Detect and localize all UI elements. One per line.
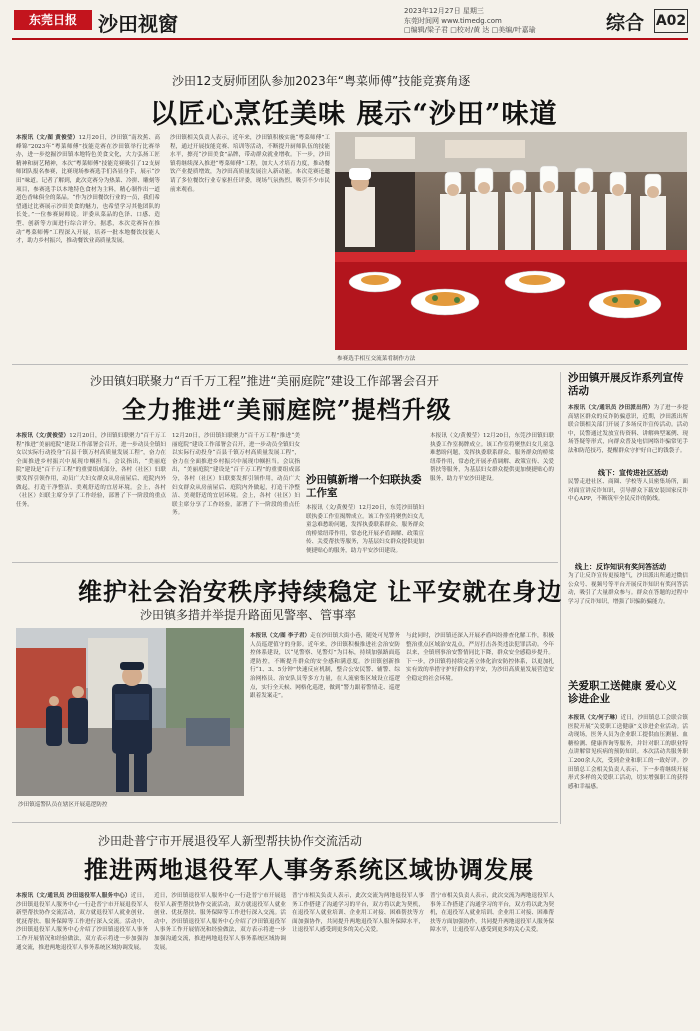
article2-byline: 本报讯（文/黄俊莹） xyxy=(16,433,70,439)
section-title: 沙田视窗 xyxy=(98,12,178,36)
article1-byline: 本报讯（文/图 黄俊莹） xyxy=(16,135,79,141)
divider xyxy=(12,364,688,365)
article1-body-col2: 沙田镇相关负责人表示，近年来，沙田镇积极实施“粤菜师傅”工程，通过开展技能竞赛、培训等活动，不断提升厨师队伍的技能水平，擦亮“沙田美食”品牌，带动群众就业增收。下一步，沙田镇将继续深入推进“粤菜师傅”工程，加大人才培育力度，推动餐饮产业提质增效，为沙田高质量发展注入新动能。本次竞赛还邀请了多位餐饮行业专家担任评委，现场气氛热烈，吸引不少市民前来观看。 xyxy=(170,135,330,193)
sidebar2-byline: 本报讯（文/何子琳） xyxy=(568,715,621,721)
issue-editors: □编辑/梁子君 □校对/黄 达 □美编/叶嘉瑜 xyxy=(404,26,536,34)
sidebar1-crosshead-1: 线下：宣传进社区活动 xyxy=(598,469,668,477)
article1-body: 12月20日，沙田镇“南玫蕉、高峰锦”2023年“粤菜师傅”技能竞赛在沙田镇举行比赛举办，进一步挖掘沙田镇本地特色美食文化，大力弘扬工匠精神和厨艺精神，本次“粤菜师傅”技能竞赛吸引了12支厨师团队报名参赛，比赛现场参赛选手们各显身手，展示“沙田”味道。记者了解到，此次竞赛分为热菜、冷拼、雕刻等项目，参赛选手以本地特色食材为主料，精心制作出一道道色香味俱全的菜品。“作为沙田餐饮行业的一员，我们希望通过比赛展示沙田美食的魅力，也希望学习其他团队的长处。”一位参赛厨师说。评委从菜品的色泽、口感、造型、创新等方面进行综合评分。据悉，本次竞赛旨在推动“粤菜师傅”工程深入开展，培养一批本地餐饮技能人才，助力乡村振兴，推动餐饮业高质量发展。 xyxy=(16,135,160,245)
article4-headline: 推进两地退役军人事务系统区域协调发展 xyxy=(84,855,534,884)
article2-headline: 全力推进“美丽庭院”提档升级 xyxy=(122,395,452,424)
article1-kicker: 沙田12支厨师团队参加2023年“粤菜师傅”技能竞赛角逐 xyxy=(172,74,471,88)
sidebar1-text: 为了进一步提高辖区群众的反诈防骗意识，近期，沙田派出所联合镇相关部门开展了多场反诈宣传活动。活动中，民警通过发放宣传资料、讲解典型案例、现场答疑等形式，向群众普及电信网络诈骗常见手法和防范技巧，提醒群众守护好自己的钱袋子。 xyxy=(568,405,688,454)
article1-body-col1 xyxy=(16,134,160,348)
article3-headline: 维护社会治安秩序持续稳定 让平安就在身边 xyxy=(78,577,563,606)
page-number: 02 xyxy=(666,13,687,29)
page-number-box xyxy=(654,9,688,33)
article3-photo-caption: 沙田镇巡警队员在辖区开展巡逻防控 xyxy=(18,802,108,808)
issue-meta xyxy=(404,7,594,36)
issue-web: 东莞时间网 www.timedg.com xyxy=(404,16,502,25)
article4-body-col3: 普宁市相关负责人表示，此次交流为两地退役军人事务工作搭建了沟通学习的平台，双方将以此为契机，在退役军人就业培训、企业用工对接、困难帮扶等方面加强协作，共同提升两地退役军人服务保障水平，让退役军人感受到更多的关心关爱。 xyxy=(292,893,424,934)
article1-photo-caption: 参赛选手相互交流菜肴制作方法 xyxy=(337,356,416,362)
divider xyxy=(12,822,558,823)
article2-body-col2: 12月20日，沙田镇妇联聚力“百千万工程”推进“美丽庭院”建设工作部署会召开，进一步动员全镇妇女以实际行动投身“百县千镇万村高质量发展工程”，奋力在全面推进乡村振兴中展现巾帼担当。会议指出，“美丽庭院”建设是“百千万工程”的重要组成部分，各村（社区）妇联要发挥引领作用，动员广大妇女群众从房前屋后、庭院内外做起，打造干净整洁、美观舒适的宜居环境。会上，各村（社区）妇联主席分享了工作经验，部署了下一阶段的重点任务。 xyxy=(172,433,300,517)
article4-body-col2: 近日，沙田镇退役军人服务中心一行赴普宁市开展退役军人新型帮扶协作交流活动，双方就退役军人就业创业、优抚帮扶、服务保障等工作进行深入交流。活动中，沙田镇退役军人服务中心介绍了沙田镇退役军人事务工作开展情况和经验做法，双方表示将进一步加强沟通交流，推进两地退役军人事务系统区域协调发展。 xyxy=(154,893,286,951)
sidebar2-body xyxy=(568,714,688,1020)
article2-body-col1 xyxy=(16,432,166,556)
article3-byline: 本报讯（文/图 李子君） xyxy=(250,633,311,639)
article2-kicker: 沙田镇妇联聚力“百千万工程”推进“美丽庭院”建设工作部署会召开 xyxy=(90,374,439,388)
article3-subtitle: 沙田镇多措并举提升路面见警率、管事率 xyxy=(140,608,357,622)
article3-photo-patrol xyxy=(16,628,244,796)
divider xyxy=(12,562,558,563)
article2-subhead: 沙田镇新增一个妇联执委工作室 xyxy=(306,474,422,499)
sidebar1-body-c: 为了让反诈宣传更接地气，沙田派出所通过微信公众号、视频号等平台开展反诈知识有奖问答活动，吸引了大量群众参与。群众在答题的过程中学习了反诈知识，增强了识骗防骗能力。 xyxy=(568,573,688,605)
article3-body: 走在沙田镇大街小巷，随处可见警务人员巡逻值守的身影。近年来，沙田镇积极推进社会治安防控体系建设，以“见警察、见警灯”为目标，持续加强路面巡逻防控，不断提升群众的安全感和满意度。沙田镇创新推行“1、3、5分钟”快速反应机制，整合公安民警、辅警、综治网格员、治安队员等多方力量，在人流密集区域设立巡逻点，实行全天候、网格化巡逻，做到“警力跟着警情走、巡逻跟着发案走”。 xyxy=(250,633,400,700)
issue-date: 2023年12月27日 星期三 xyxy=(404,7,484,15)
newspaper-logo: 东莞日报 xyxy=(14,10,92,30)
article1-headline: 以匠心烹饪美味 展示“沙田”味道 xyxy=(150,99,558,130)
sidebar1-byline: 本报讯（文/通讯员 沙田派出所） xyxy=(568,405,654,411)
article4-body-col4: 普宁市相关负责人表示，此次交流为两地退役军人事务工作搭建了沟通学习的平台，双方将以此为契机，在退役军人就业培训、企业用工对接、困难帮扶等方面加强协作，共同提升两地退役军人服务保障水平，让退役军人感受到更多的关心关爱。 xyxy=(430,893,554,934)
sidebar1-title: 沙田镇开展反诈系列宣传活动 xyxy=(568,372,684,397)
article4-kicker: 沙田赴普宁市开展退役军人新型帮扶协作交流活动 xyxy=(98,834,363,848)
article1-photo-chefs xyxy=(335,132,687,350)
article3-body-col2: 与此同时，沙田镇还深入开展矛盾纠纷排查化解工作，积极整治重点区域治安乱点，严厉打击各类违法犯罪活动。今年以来，全镇刑事治安警情同比下降，群众安全感稳步提升。下一步，沙田镇将持续完善立体化治安防控体系，以更加扎实有效的举措守护好群众的平安，为沙田高质量发展营造安全稳定的社会环境。 xyxy=(406,633,554,682)
article4-byline: 本报讯（文/通讯员 沙田退役军人服务中心） xyxy=(16,893,131,899)
edition-label: 综合 xyxy=(606,12,645,34)
sidebar1-body xyxy=(568,404,688,464)
sidebar1-body-b: 民警走进社区、商圈、学校等人员密集场所，面对面宣讲反诈知识，引导群众下载安装国家反诈中心APP，不断筑牢全民反诈的防线。 xyxy=(568,479,688,503)
masthead xyxy=(12,4,688,40)
sidebar2-title: 关爱职工送健康 爱心义诊进企业 xyxy=(568,680,677,705)
article2-body-col4: 本报讯（文/黄俊莹）12月20日，东莞沙田镇妇联执委工作室揭牌成立。该工作室将聚焦妇女儿童急难愁盼问题，发挥执委联系群众、服务群众的桥梁纽带作用，常态化开展矛盾调解、政策宣传、关爱帮扶等服务，为基层妇女群众提供更加便捷贴心的服务，助力平安沙田建设。 xyxy=(430,433,554,482)
sidebar2-text: 近日，沙田镇总工会联合镇医院开展“关爱职工送健康”义诊进企业活动。活动现场，医务人员为企业职工提供血压测量、血糖检测、健康咨询等服务，并针对职工的职业特点讲解常见疾病的预防知识。本次活动共服务职工200余人次，受到企业和职工的一致好评。沙田镇总工会相关负责人表示，下一步将继续开展形式多样的关爱职工活动，切实增强职工的获得感和幸福感。 xyxy=(568,715,688,790)
article2-body: 12月20日，沙田镇妇联聚力“百千万工程”推进“美丽庭院”建设工作部署会召开，进一步动员全镇妇女以实际行动投身“百县千镇万村高质量发展工程”，奋力在全面推进乡村振兴中展现巾帼担当。会议指出，“美丽庭院”建设是“百千万工程”的重要组成部分，各村（社区）妇联要发挥引领作用，动员广大妇女群众从房前屋后、庭院内外做起，打造干净整洁、美观舒适的宜居环境。会上，各村（社区）妇联主席分享了工作经验，部署了下一阶段的重点任务。 xyxy=(16,433,166,508)
page-prefix: A xyxy=(655,13,667,29)
sidebar1-crosshead-2: 线上：反诈知识有奖问答活动 xyxy=(575,563,666,571)
article4-body: 近日，沙田镇退役军人服务中心一行赴普宁市开展退役军人新型帮扶协作交流活动，双方就退役军人就业创业、优抚帮扶、服务保障等工作进行深入交流。活动中，沙田镇退役军人服务中心介绍了沙田镇退役军人事务工作开展情况和经验做法，双方表示将进一步加强沟通交流，推进两地退役军人事务系统区域协调发展。 xyxy=(16,893,148,951)
article4-body-col1 xyxy=(16,892,148,1026)
article3-body-col1 xyxy=(250,632,400,812)
article2-subhead-body: 本报讯（文/黄俊莹）12月20日，东莞沙田镇妇联执委工作室揭牌成立。该工作室将聚焦妇女儿童急难愁盼问题，发挥执委联系群众、服务群众的桥梁纽带作用，常态化开展矛盾调解、政策宣传、关爱帮扶等服务，为基层妇女群众提供更加便捷贴心的服务，助力平安沙田建设。 xyxy=(306,505,424,554)
